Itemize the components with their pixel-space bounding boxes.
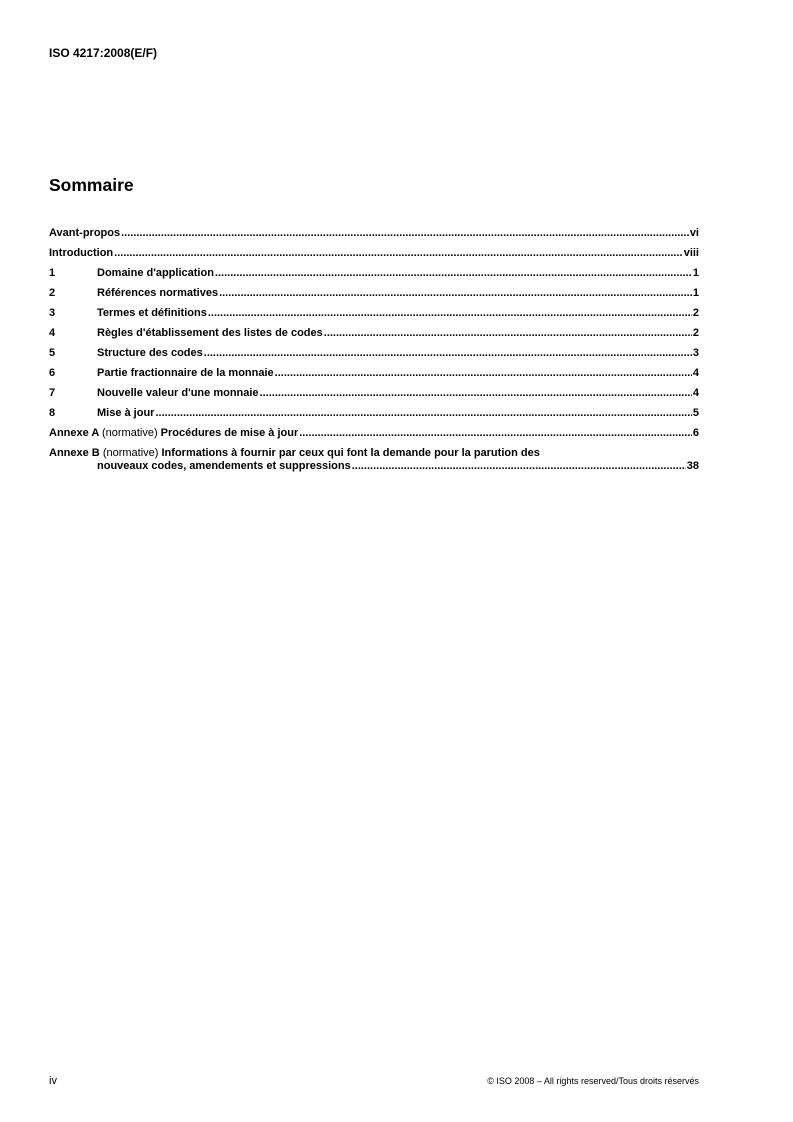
annex-kind: (normative) <box>102 447 159 459</box>
toc-entry-clause-3[interactable] <box>49 307 699 320</box>
toc-entry-page: 2 <box>692 327 699 339</box>
dot-leader <box>204 347 692 360</box>
toc-entry-clause-1[interactable] <box>49 267 699 280</box>
toc-entry-avant-propos[interactable] <box>49 227 699 240</box>
toc-entry-clause-8[interactable] <box>49 407 699 420</box>
table-of-contents <box>49 227 699 473</box>
toc-entry-page: vi <box>689 227 699 239</box>
toc-entry-introduction[interactable] <box>49 247 699 260</box>
dot-leader <box>114 247 683 260</box>
toc-entry-title: Règles d'établissement des listes de codes <box>97 327 323 339</box>
dot-leader <box>299 427 692 440</box>
dot-leader <box>121 227 689 240</box>
toc-entry-page: 1 <box>692 267 699 279</box>
toc-entry-title: Structure des codes <box>97 347 203 359</box>
toc-entry-title: Partie fractionnaire de la monnaie <box>97 367 274 379</box>
dot-leader <box>260 387 692 400</box>
dot-leader <box>352 460 686 473</box>
toc-entry-title-line-2 <box>49 460 699 473</box>
toc-entry-title: Nouvelle valeur d'une monnaie <box>97 387 259 399</box>
toc-entry-number: 3 <box>49 307 56 319</box>
toc-entry-clause-7[interactable] <box>49 387 699 400</box>
toc-entry-page: 4 <box>692 387 699 399</box>
annex-title-continued: nouveaux codes, amendements et suppressions <box>97 460 351 472</box>
toc-entry-clause-6[interactable] <box>49 367 699 380</box>
toc-entry-number: 1 <box>49 267 56 279</box>
toc-entry-page: 38 <box>686 460 699 472</box>
annex-title: Procédures de mise à jour <box>160 427 299 439</box>
dot-leader <box>215 267 692 280</box>
dot-leader <box>208 307 692 320</box>
toc-entry-number: 7 <box>49 387 56 399</box>
toc-entry-page: 1 <box>692 287 699 299</box>
toc-entry-clause-5[interactable] <box>49 347 699 360</box>
toc-entry-clause-2[interactable] <box>49 287 699 300</box>
toc-entry-title: Références normatives <box>97 287 219 299</box>
toc-entry-title: Avant-propos <box>49 227 121 239</box>
toc-entry-number: 2 <box>49 287 56 299</box>
dot-leader <box>219 287 692 300</box>
toc-entry-title <box>49 427 298 440</box>
toc-entry-page: 6 <box>692 427 699 439</box>
toc-entry-number: 6 <box>49 367 56 379</box>
toc-entry-title: Introduction <box>49 247 114 259</box>
toc-entry-title-line-1 <box>49 447 699 460</box>
toc-entry-number: 8 <box>49 407 56 419</box>
toc-entry-number: 4 <box>49 327 56 339</box>
toc-entry-page: 4 <box>692 367 699 379</box>
toc-entry-annex-b[interactable] <box>49 447 699 473</box>
toc-entry-title: Mise à jour <box>97 407 155 419</box>
document-id: ISO 4217:2008(E/F) <box>49 46 158 60</box>
page-heading: Sommaire <box>49 175 134 195</box>
toc-entry-page: viii <box>683 247 699 259</box>
annex-label: Annexe A <box>49 427 99 439</box>
page-number: iv <box>49 1075 57 1087</box>
toc-entry-page: 2 <box>692 307 699 319</box>
dot-leader <box>275 367 692 380</box>
copyright-notice: © ISO 2008 – All rights reserved/Tous droits réservés <box>487 1076 699 1086</box>
dot-leader <box>155 407 691 420</box>
annex-label: Annexe B <box>49 447 100 459</box>
toc-entry-page: 5 <box>692 407 699 419</box>
annex-title: Informations à fournir par ceux qui font la demande pour la parution des <box>161 447 540 459</box>
dot-leader <box>324 327 692 340</box>
toc-entry-clause-4[interactable] <box>49 327 699 340</box>
toc-entry-title: Termes et définitions <box>97 307 207 319</box>
toc-entry-annex-a[interactable] <box>49 427 699 440</box>
toc-entry-page: 3 <box>692 347 699 359</box>
toc-entry-title: Domaine d'application <box>97 267 214 279</box>
toc-entry-number: 5 <box>49 347 56 359</box>
annex-kind: (normative) <box>101 427 158 439</box>
